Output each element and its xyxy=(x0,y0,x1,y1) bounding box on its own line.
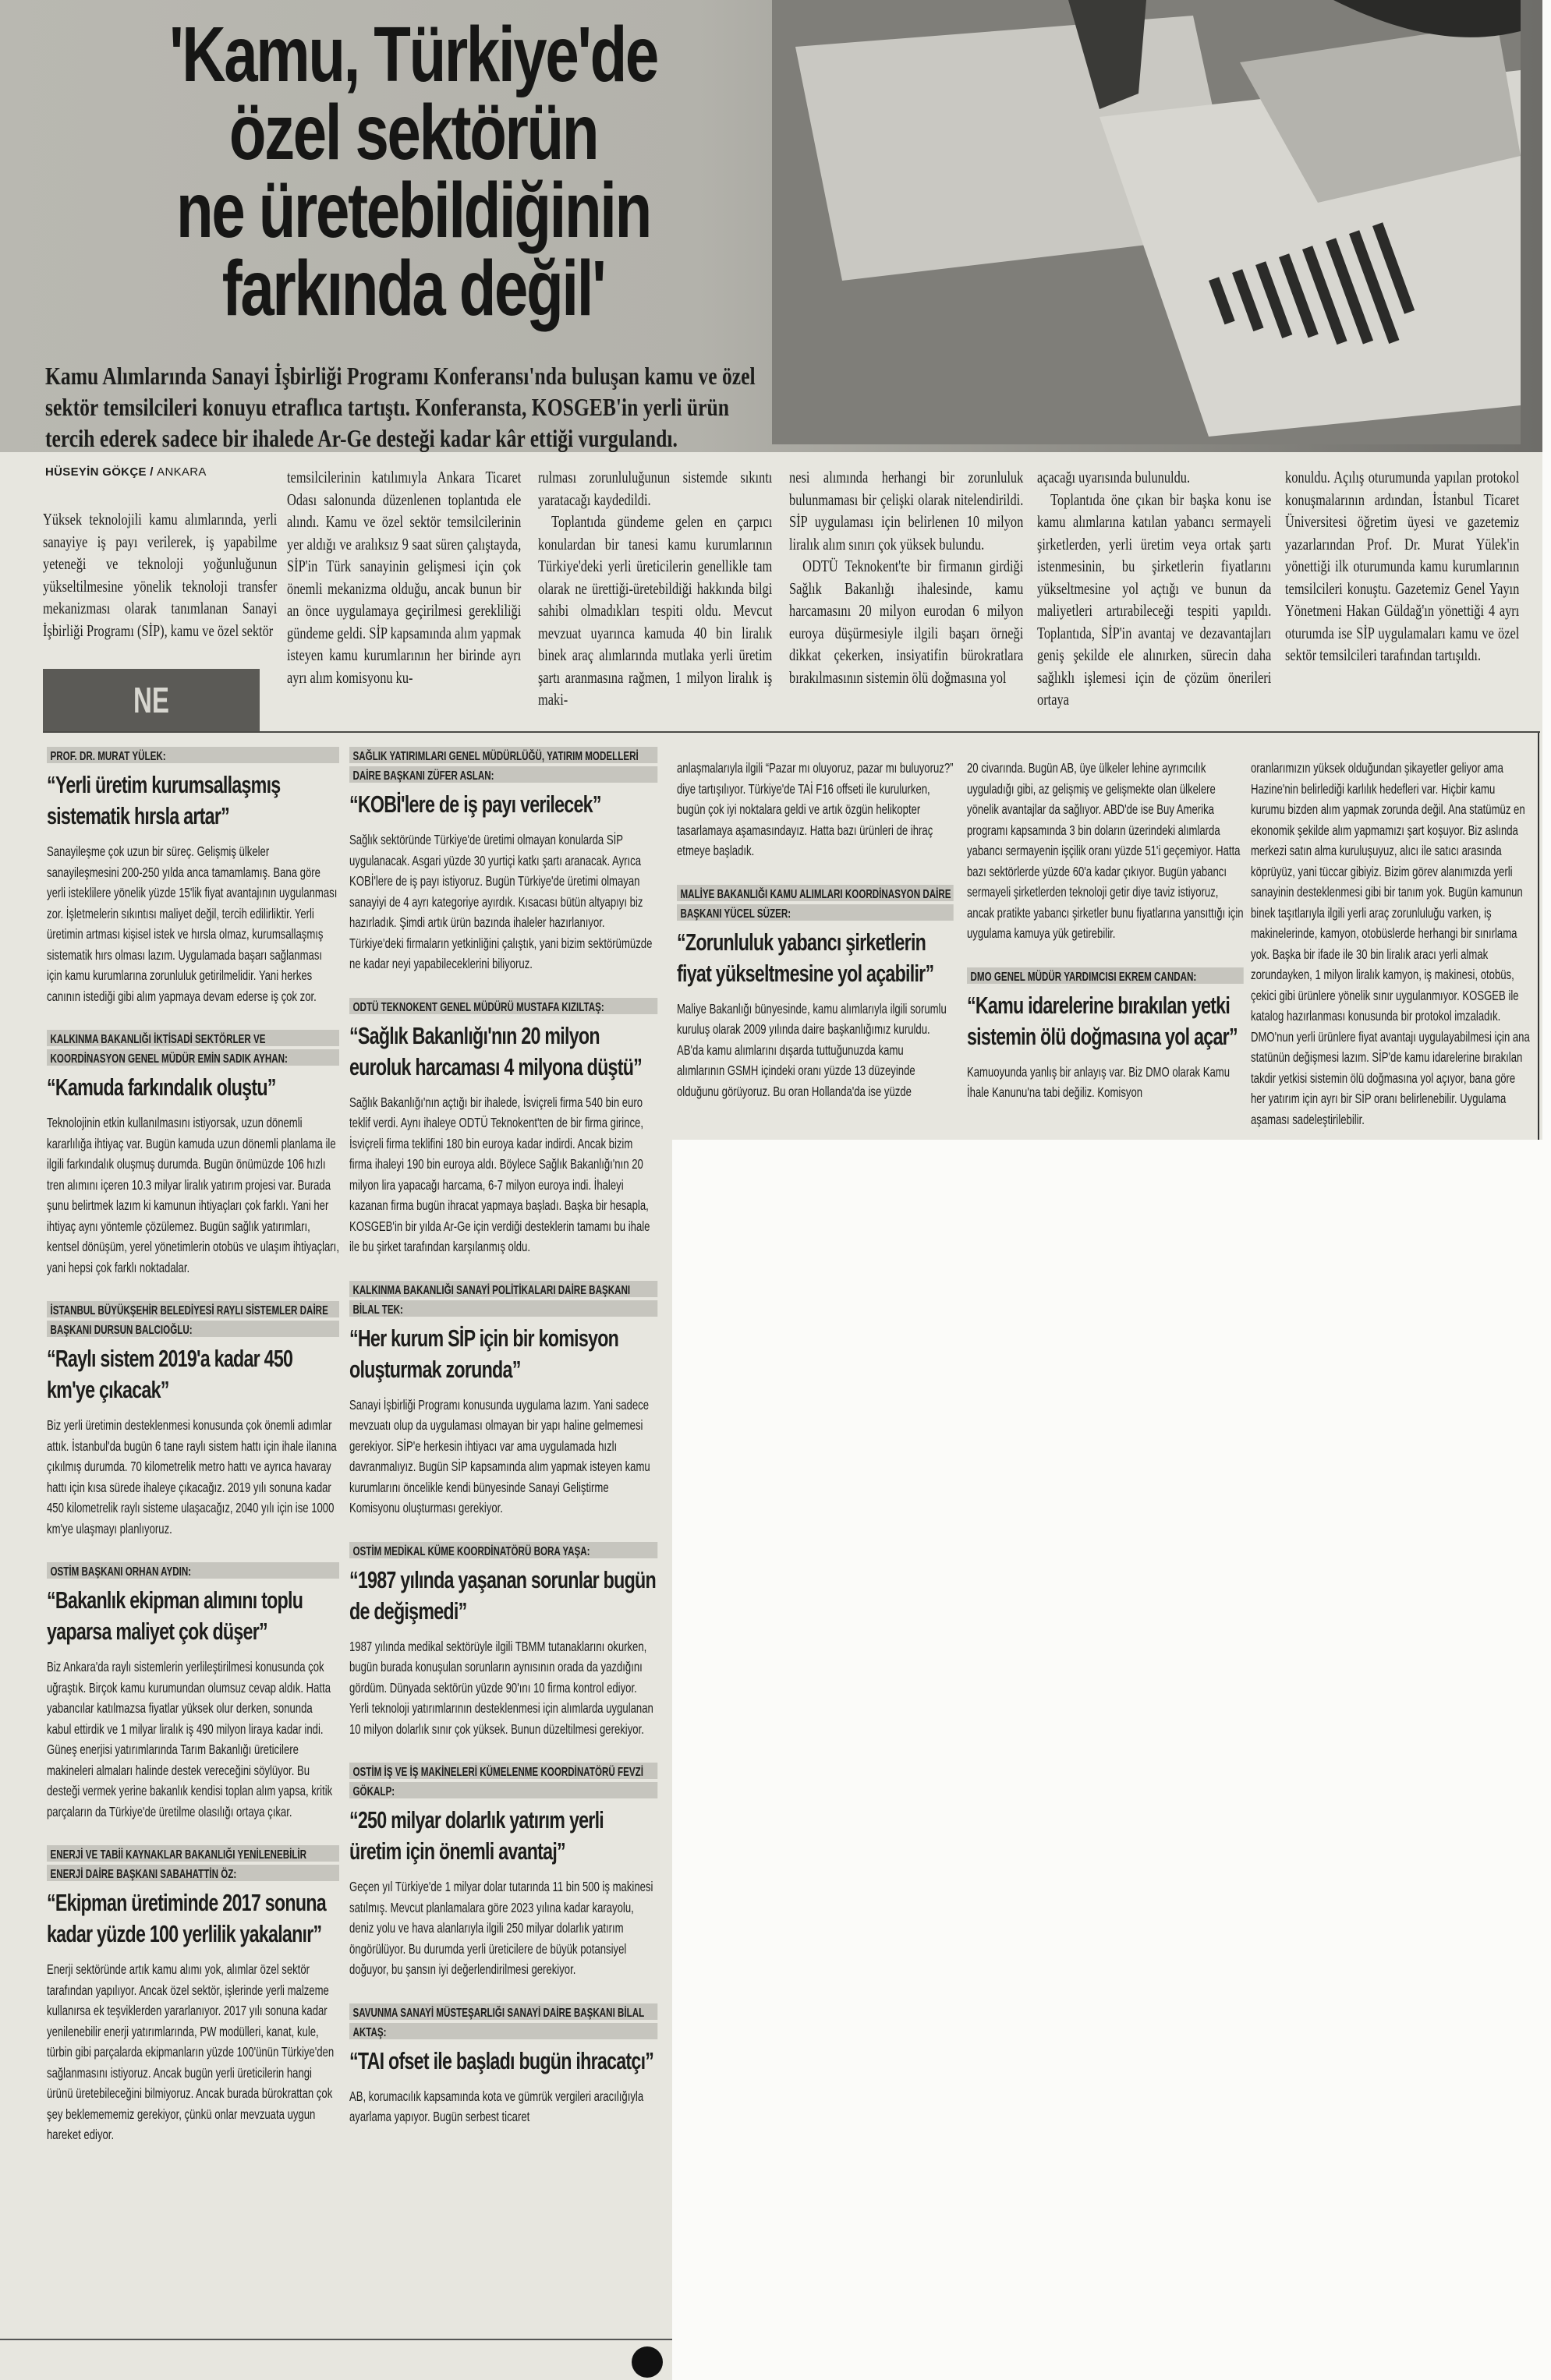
quote-speaker: OSTİM MEDİKAL KÜME KOORDİNATÖRÜ BORA YAŞA: xyxy=(349,1542,657,1561)
quote-speaker: ENERJİ VE TABİİ KAYNAKLAR BAKANLIĞI YENİLENEBİLİR ENERJİ DAİRE BAŞKANI SABAHATTİN ÖZ: xyxy=(47,1845,339,1884)
quote-headline: “1987 yılında yaşanan sorunlar bugün de değişmedi” xyxy=(349,1565,656,1625)
byline-author: HÜSEYİN GÖKÇE xyxy=(45,465,147,479)
quote-block xyxy=(349,1763,657,1980)
quote-speaker: SAVUNMA SANAYİ MÜSTEŞARLIĞI SANAYİ DAİRE BAŞKANI BİLAL AKTAŞ: xyxy=(349,2003,657,2042)
quote-speaker: DMO GENEL MÜDÜR YARDIMCISI EKREM CANDAN: xyxy=(967,967,1244,987)
quote-headline: “250 milyar dolarlık yatırım yerli üretim için önemli avantaj” xyxy=(349,1806,604,1865)
quote-speaker: SAĞLIK YATIRIMLARI GENEL MÜDÜRLÜĞÜ, YATIRIM MODELLERİ DAİRE BAŞKANI ZÜFER ASLAN: xyxy=(349,747,657,786)
quote-text: Biz Ankara'da raylı sistemlerin yerlileştirilmesi konusunda çok uğraştık. Birçok kamu kurumundan olumsuz cevap aldık. Hatta yabancılar katılmazsa fiyatlar yüksek olur derken, sonunda kabul ettirdik ve 1 milyar liralık iş 490 milyon liraya kadar indi. Güneş enerjisi yatırımlarında Tarım Bakanlığı üreticilere makineleri almaları halinde destek vereceğini söylüyor. Bu desteği vermek yerine bakanlık kendisi toplan alım yapsa, kritik parçaların da Türkiye'de üretilme olasılığı ortaya çıkar. xyxy=(47,1659,333,1819)
body-paragraph: Toplantıda öne çıkan bir başka konu ise kamu alımlarına katılan yabancı sermayeli şirketlerden, yerli üretim veya ortak şartı istenmesinin, bu şirketlerin fiyatlarını yükseltmesine yol açtığı ve bunun da maliyetleri artırabileceği tespiti yapıldı. Toplantıda, SİP'in avantaj ve dezavantajları geniş şekilde ele alınırken, sürecin daha sağlıklı işlemesi için de çözüm önerileri ortaya xyxy=(1037,490,1272,709)
quote-headline: “Sağlık Bakanlığı'nın 20 milyon euroluk harcaması 4 milyona düştü” xyxy=(349,1021,643,1080)
quote-headline: “Raylı sistem 2019'a kadar 450 km'ye çıkacak” xyxy=(47,1345,293,1403)
divider xyxy=(43,731,1540,733)
quote-block xyxy=(47,1562,339,1822)
quote-text: Sağlık sektöründe Türkiye'de üretimi olmayan konularda SİP uygulanacak. Asgari yüzde 30 yurtiçi katkı şartı aranacak. Ayrıca KOBİ'lere de iş payı istiyoruz. Bugün Türkiye'de üretimi olmayan sanayiyi de 4 ayrı kategoriye ayırdık. Kısacası bütün altyapıyı biz hazırladık. Şimdi artık ürün bazında ihaleler hazırlanıyor. Türkiye'deki firmaların yetkinliğini çalıştık, yani bizim sektörümüzde ne kadar neyi yapabileceklerini biliyoruz. xyxy=(349,832,653,971)
quote-speaker: ODTÜ TEKNOKENT GENEL MÜDÜRÜ MUSTAFA KIZILTAŞ: xyxy=(349,998,657,1017)
quote-speaker: İSTANBUL BÜYÜKŞEHİR BELEDİYESİ RAYLI SİSTEMLER DAİRE BAŞKANI DURSUN BALCIOĞLU: xyxy=(47,1301,339,1340)
quote-headline: “TAI ofset ile başladı bugün ihracatçı” xyxy=(349,2046,654,2074)
page-marker-dot xyxy=(632,2346,663,2378)
quote-text: Biz yerli üretimin desteklenmesi konusunda çok önemli adımlar attık. İstanbul'da bugün 6 tane raylı sistem hattı için ihale ilanına çıkılmış durumda. 70 kilometrelik metro hattı ve ayrıca havaray hattı için kısa sürede ihaleye çıkacağız. 2019 yılı sonuna kadar 450 kilometrelik raylı sisteme ulaşacağız, 2040 yılı için ise 1000 km'ye ulaşmayı planlıyoruz. xyxy=(47,1417,337,1537)
body-paragraph: ODTÜ Teknokent'te bir firmanın girdiği Sağlık Bakanlığı ihalesinde, kamu harcamasını 20 milyon eurodan 6 milyon euroya düşürmesiyle ilgili başarı örneği dikkat çekerken, insiyatifin bürokratlara bırakılmasının sistemin ölü doğmasına yol xyxy=(789,557,1024,687)
article-lead: Kamu Alımlarında Sanayi İşbirliği Programı Konferansı'nda buluşan kamu ve özel sektör temsilcileri konuyu etraflıca tartıştı. Konferansta, KOSGEB'in yerli ürün tercih ederek sadece bir ihalede Ar-Ge desteği kadar kâr ettiği vurgulandı. xyxy=(45,362,756,452)
quote-text: Enerji sektöründe artık kamu alımı yok, alımlar özel sektör tarafından yapılıyor. Ancak özel sektör, işlerinde yerli malzeme kullanırsa ek teşviklerden yararlanıyor. 2017 yılı sonuna kadar yenilenebilir enerji yatırımlarında, PW modülleri, kanat, kule, türbin gibi parçalarda ekipmanların yüzde 100'ünün Türkiye'den sağlanmasını istiyoruz. Ancak bugün yerli üreticilerin hangi ürünü üretebileceğini bilmiyoruz. Ancak burada bürokrattan çok şey beklemememiz gerekiyor, çünkü onlar mevzuata uygun hareket ediyor. xyxy=(47,1961,335,2142)
byline-separator: / xyxy=(146,465,158,479)
quote-text: Geçen yıl Türkiye'de 1 milyar dolar tutarında 11 bin 500 iş makinesi satılmış. Mevcut planlamalara göre 2023 yılına kadar karayolu, deniz yolu ve hava alanlarıyla ilgili 250 milyar dolarlık yatırım öngörülüyor. Bu durumda yerli üreticilere de büyük potansiyel doğuyor, bu şansın iyi değerlendirilmesi gerekiyor. xyxy=(349,1879,653,1977)
body-paragraph: rulması zorunluluğunun sistemde sıkıntı yaratacağı kaydedildi. xyxy=(538,468,773,509)
quote-block xyxy=(47,1845,339,2145)
divider xyxy=(0,2339,672,2340)
quote-block xyxy=(47,747,339,1006)
quote-headline: “Zorunluluk yabancı şirketlerin fiyat yükseltmesine yol açabilir” xyxy=(677,928,934,987)
body-paragraph: temsilcilerinin katılımıyla Ankara Ticaret Odası salonunda düzenlenen toplantıda ele alındı. Kamu ve özel sektör temsilcilerinin yer aldığı ve aralıksız 9 saat süren çalıştayda, SİP'in Türk sanayinin gelişmesi için çok önemli mekanizma olduğu, ancak bunun bir an önce uygulamaya geçirilmesi gerekliliği gündeme geldi. SİP kapsamında alım yapmak isteyen kamu kurumlarının her birinde ayrı ayrı alım komisyonu ku- xyxy=(287,468,522,687)
quote-text: Teknolojinin etkin kullanılmasını istiyorsak, uzun dönemli kararlılığa ihtiyaç var. Bugün kamuda uzun dönemli planlama ile ilgili farkındalık oluşmuş durumda. Bugün önümüzde 106 hızlı tren alımını içeren 10.3 milyar liralık yatırım projesi var. Burada şunu belirtmek lazım ki kamunun ihtiyaçları çok farklı. Yani her ihtiyaç aynı yöntemle çözülemez. Bugün sağlık yatırımları, kentsel dönüşüm, yerel yönetimlerin otobüs ve ulaşım ihtiyaçları, yani hepsi çok farklı noktadalar. xyxy=(47,1115,339,1275)
title-line: farkında değil' xyxy=(221,245,605,332)
quote-block xyxy=(967,967,1244,1103)
quotes-column xyxy=(47,747,339,2169)
quote-speaker: KALKINMA BAKANLIĞI İKTİSADİ SEKTÖRLER VE KOORDİNASYON GENEL MÜDÜR EMİN SADIK AYHAN: xyxy=(47,1030,339,1069)
byline-location: ANKARA xyxy=(157,465,207,479)
quote-headline: “Ekipman üretiminde 2017 sonuna kadar yüzde 100 yerlilik yakalanır” xyxy=(47,1889,326,1947)
body-paragraph: konuldu. Açılış oturumunda yapılan protokol konuşmalarının ardından, İstanbul Ticaret Üniversitesi öğretim üyesi ve gazetemiz yazarlarından Prof. Dr. Murat Yülek'in yönettiği ilk oturumunda kamu kurumlarının temsilcileri konuştu. Gazetemiz Genel Yayın Yönetmeni Hakan Güldağ'ın yönettiği 4 ayrı oturumda ise SİP uygulamaları kamu ve özel sektör temsilcileri tarafından tartışıldı. xyxy=(1285,468,1520,664)
quote-headline: “Her kurum SİP için bir komisyon oluşturmak zorunda” xyxy=(349,1324,619,1383)
quote-text: AB, korumacılık kapsamında kota ve gümrük vergileri aracılığıyla ayarlama yapıyor. Bugün serbest ticaret xyxy=(349,2088,644,2124)
body-column xyxy=(1037,466,1271,711)
title-line: 'Kamu, Türkiye'de xyxy=(169,11,657,98)
quote-block xyxy=(47,1301,339,1539)
quote-text: Sanayi İşbirliği Programı konusunda uygulama lazım. Yani sadece mevzuatı olup da uygulaması olmayan bir yapı haline gelmemesi gerekiyor. SİP'e herkesin ihtiyacı var ama uygulamada hızlı davranmalıyız. Bugün SİP kapsamında alım yapmak isteyen kamu kurumlarını öncelikle kendi bünyesinde Sanayi Geliştirme Komisyonu oluşturması gerekiyor. xyxy=(349,1396,650,1515)
page-edge xyxy=(1542,0,1551,2380)
quote-text: Kamuoyunda yanlış bir anlayış var. Biz DMO olarak Kamu İhale Kanunu'na tabi değiliz. Komisyon xyxy=(967,1063,1231,1100)
quote-headline: “Yerli üretim kurumsallaşmış sistematik hırsla artar” xyxy=(47,771,281,829)
quote-headline: “KOBİ'lere de iş payı verilecek” xyxy=(349,790,601,818)
body-column xyxy=(43,508,277,642)
quote-speaker: MALİYE BAKANLIĞI KAMU ALIMLARI KOORDİNASYON DAİRE BAŞKANI YÜCEL SÜZER: xyxy=(677,885,954,924)
quote-text: Sağlık Bakanlığı'nın açtığı bir ihalede, İsviçreli firma 540 bin euro teklif verdi. Aynı ihaleye ODTÜ Teknokent'ten de bir firma girince, İsviçreli firma teklifini 180 bin euroya kadar indirdi. Ancak bizim firma ihaleyi 190 bin euroya aldı. Böylece Sağlık Bakanlığı'nın 20 milyon lira yapacağı harcama, 6-7 milyon euroya indi. İhaleyi kazanan firma bugün ihracat yapmaya başladı. Başka bir hesapla, KOSGEB'in bir yılda Ar-Ge için verdiği desteklerin tamamı bu ihale ile bu şirket tarafından karşılanmış oldu. xyxy=(349,1094,650,1254)
quote-block xyxy=(677,885,954,1102)
quote-text: oranlarımızın yüksek olduğundan şikayetler geliyor ama Hazine'nin belirlediği karlılık hedefleri var. Hiçbir kamu kurumu bizden alım yapmak zorunda değil. Ana statümüz en ekonomik şekilde alım yapmamızı şart koşuyor. Biz aslında merkezi satın alma kuruluşuyuz, alıcı ile satıcı arasında köprüyüz, yani tüccar gibiyiz. Bizim görev alanımızda yerli sanayinin desteklenmesi gibi bir tanım yok. Bugün kamunun binek taşıtlarıyla ilgili yerli araç zorunluluğu varken, iş makinelerinde, kamyon, otobüslerde herhangi bir sınırlama yok. Başka bir ifade ile 30 bin liralık aracı yerli almak zorundayken, 1 milyon liralık kamyon, iş makinesi, otobüs, çekici gibi ürünlere yönelik sınır uygulanmıyor. KOSGEB ile katalog hazırlanması konusunda bir protokol imzaladık. DMO'nun yerli ürünlere fiyat avantajı uygulayabilmesi için ana statünün değişmesi lazım. SİP'de kamu idarelerine bırakılan takdir yetkisi sistemin ölü doğmasına yol açıyor, bana göre her yatırım için ayrı bir SİP oranı belirlenebilir. Uygulama aşaması sadeleştirilebilir. xyxy=(1251,760,1530,1127)
quote-headline: “Kamu idarelerine bırakılan yetki sistemin ölü doğmasına yol açar” xyxy=(967,991,1238,1050)
quote-headline: “Kamuda farkındalık oluştu” xyxy=(47,1073,276,1101)
quote-block xyxy=(349,747,657,974)
title-line: özel sektörün xyxy=(228,89,598,176)
quotes-column xyxy=(1251,758,1532,1153)
body-column xyxy=(789,466,1023,688)
quote-speaker: PROF. DR. MURAT YÜLEK: xyxy=(47,747,339,766)
body-column xyxy=(287,466,521,688)
quote-block xyxy=(349,1542,657,1740)
body-paragraph: nesi alımında herhangi bir zorunluluk bulunmaması bir çelişki olarak nitelendirildi. SİP uygulaması için belirlenen 10 milyon liralık alım sınırı çok yüksek bulundu. xyxy=(789,468,1024,553)
quote-continuation xyxy=(967,758,1244,944)
quote-speaker: OSTİM İŞ VE İŞ MAKİNELERİ KÜMELENME KOORDİNATÖRÜ FEVZİ GÖKALP: xyxy=(349,1763,657,1802)
title-line: ne üretebildiğinin xyxy=(176,167,650,254)
body-column xyxy=(1285,466,1519,667)
body-paragraph: Yüksek teknolojili kamu alımlarında, yerli sanayiye iş payı verilerek, iş yapabilme yeteneği ve teknoloji yoğunluğunun yükseltilmesine yönelik teknoloji transfer mekanizması olarak tanımlanan Sanayi İşbirliği Programı (SİP), kamu ve özel sektör xyxy=(43,510,278,640)
column-rule xyxy=(1538,733,1539,1140)
body-paragraph: Toplantıda gündeme gelen en çarpıcı konulardan bir tanesi kamu kurumlarının Türkiye'deki yerli üreticilerin genellikle tam olarak ne ürettiği-üretebildiği hakkında bilgi sahibi olmadıkları tespiti oldu. Mevcut mevzuat uyarınca kamuda 40 bin liralık binek araç alımlarında mutlaka yerli üretim şartı aranmasına rağmen, 1 milyon liralık iş maki- xyxy=(538,512,773,709)
byline xyxy=(45,465,207,479)
quote-text: anlaşmalarıyla ilgili “Pazar mı oluyoruz, pazar mı buluyoruz?” diye tartışılıyor. Türkiye'de TAİ F16 offseti ile kurulurken, bugün çok iyi noktalara geldi ve artık özgün helikopter tasarlamaya aşamasındayız. Hatta bazı ürünleri de ihraç etmeye başladık. xyxy=(677,760,954,858)
header-photo-charts-on-desk xyxy=(772,0,1521,444)
quote-speaker: KALKINMA BAKANLIĞI SANAYİ POLİTİKALARI DAİRE BAŞKANI BİLAL TEK: xyxy=(349,1281,657,1320)
article-title xyxy=(31,11,795,332)
quote-block xyxy=(349,2003,657,2127)
quote-block xyxy=(349,998,657,1257)
quote-continuation xyxy=(1251,758,1532,1130)
quote-headline: “Bakanlık ekipman alımını toplu yaparsa maliyet çok düşer” xyxy=(47,1586,303,1645)
section-box-label: NE xyxy=(133,680,170,720)
body-paragraph: açacağı uyarısında bulunuldu. xyxy=(1037,468,1191,486)
quote-text: 20 civarında. Bugün AB, üye ülkeler lehine ayrımcılık uyguladığı gibi, az gelişmiş ve gelişmekte olan ülkelere yönelik avantajlar da sağlıyor. ABD'de ise Buy Amerika programı kapsamında 3 bin doların üzerindeki alımlarda yabancı sermayenin işçilik oranı yüzde 51'i geçemiyor. Hatta bazı sektörlerde yüzde 60'a kadar çıkıyor. Bugün yabancı sermayeli şirketlerden teknoloji getir diye taviz istiyoruz, ancak pratikte yabancı şirketler bunu fiyatlarına yansıttığı için uygulama kamuya yük getirebilir. xyxy=(967,760,1244,941)
quote-block xyxy=(349,1281,657,1519)
quote-speaker: OSTİM BAŞKANI ORHAN AYDIN: xyxy=(47,1562,339,1582)
quote-text: 1987 yılında medikal sektörüyle ilgili TBMM tutanaklarını okurken, bugün burada konuşulan sorunların aynısının orada da yazdığını gördüm. Dünyada sektörün yüzde 90'ını 10 firma kontrol ediyor. Yerli teknoloji yatırımlarının desteklenmesi için alımlarda uygulanan 10 milyon dolarlık sınır çok yüksek. Bunun düzeltilmesi gerekiyor. xyxy=(349,1638,653,1737)
quotes-column xyxy=(677,758,954,1125)
quote-block xyxy=(47,1030,339,1278)
quote-text: Sanayileşme çok uzun bir süreç. Gelişmiş ülkeler sanayileşmesini 200-250 yılda anca tamamlamış. Bana göre yerli isteklilere yönelik yüzde 15'lik fiyat avantajının uygulanması zor. İşletmelerin sıkıntısı maliyet değil, tercih edilirliktir. Yerli üretimin artması kişisel istek ve hırsla olmaz, kurumsallaşmış sistematik hırs olması lazım. Uygulamada başarı sağlanması için kamu kurumlarına zorunluluk getirilmelidir. Yani herkes canının istediği gibi alım yapmaya devam ederse iş çok zor. xyxy=(47,843,338,1004)
body-column xyxy=(538,466,772,711)
quotes-column xyxy=(967,758,1244,1126)
quote-continuation xyxy=(677,758,954,861)
section-box-ne-dediler xyxy=(43,669,260,731)
quote-text: Maliye Bakanlığı bünyesinde, kamu alımlarıyla ilgili sorumlu kuruluş olarak 2009 yılında daire başkanlığımız kuruldu. AB'da kamu alımlarını dışarda tuttuğunuzda kamu alımlarının GSMH içindeki oranı yüzde 13 düzeyinde olduğunu görüyoruz. Bu oran Hollanda'da ise yüzde xyxy=(677,1000,947,1099)
quotes-column xyxy=(349,747,657,2151)
blank-area xyxy=(672,1140,1551,2380)
